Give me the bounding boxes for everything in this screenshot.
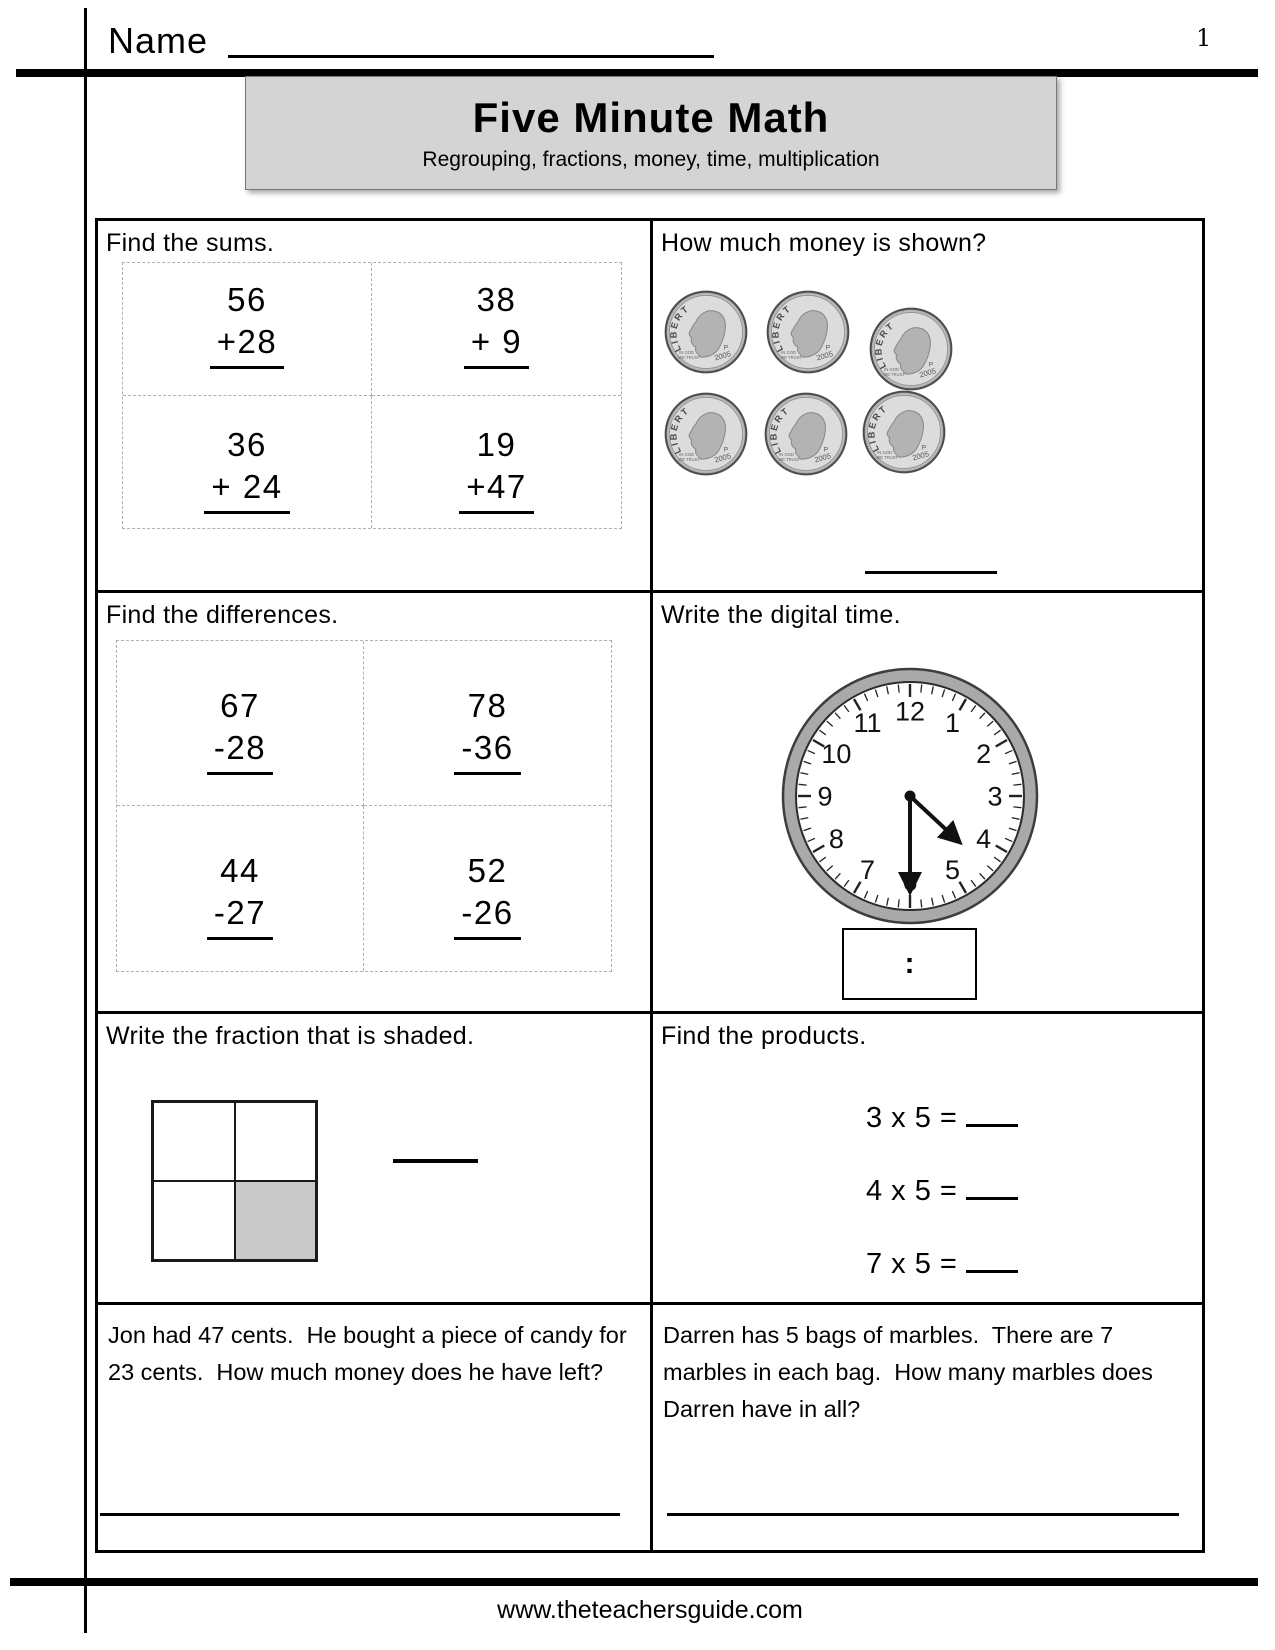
clock-center-dot: [905, 791, 916, 802]
clock-minor-tick: [921, 899, 922, 907]
dime-coin: [862, 390, 946, 474]
sums-label: Find the sums.: [106, 229, 275, 257]
product-expression: 7 x 5 =: [866, 1248, 958, 1280]
subtrahend: -28: [207, 727, 273, 775]
fraction-grid: [151, 1100, 318, 1262]
minuend: 78: [467, 687, 508, 724]
sum-problem: [372, 263, 621, 396]
word-problem-2-answer-line: [667, 1513, 1179, 1516]
title-box: [245, 76, 1057, 190]
difference-problem: [364, 806, 611, 971]
clock-number: 3: [987, 781, 1003, 812]
word-problem-1: [98, 1305, 650, 1550]
dime-coin: [764, 392, 848, 476]
addend-bottom: + 9: [464, 321, 529, 369]
product-answer-blank: [966, 1244, 1018, 1273]
analog-clock: [780, 666, 1040, 926]
time-label: Write the digital time.: [661, 601, 901, 629]
minuend: 67: [220, 687, 260, 724]
sum-problem: [123, 396, 372, 529]
minuend: 52: [467, 852, 508, 889]
left-margin-rule: [84, 8, 87, 1633]
section-money: [653, 221, 1202, 590]
clock-number: 12: [894, 696, 926, 727]
dime-coin: [869, 307, 953, 391]
product-answer-blank: [966, 1171, 1018, 1200]
subtrahend: -26: [454, 892, 520, 940]
digital-time-colon: :: [904, 947, 915, 980]
differences-label: Find the differences.: [106, 601, 339, 629]
section-time: [653, 593, 1202, 1011]
worksheet-title: Five Minute Math: [472, 94, 830, 141]
clock-minor-tick: [1013, 807, 1021, 808]
addend-top: 36: [227, 425, 267, 463]
addend-bottom: +28: [210, 321, 284, 369]
product-problem: [866, 1098, 1018, 1135]
fraction-answer-line: [393, 1159, 478, 1163]
bottom-rule: [10, 1578, 1258, 1586]
clock-number: 9: [817, 781, 833, 812]
word-problem-2-text: Darren has 5 bags of marbles. There are 7 marbles in each bag. How many marbles does Darren have in all?: [663, 1322, 1160, 1422]
product-expression: 4 x 5 =: [866, 1175, 958, 1207]
addend-top: 19: [476, 425, 517, 463]
fraction-cell-shaded: [235, 1181, 317, 1260]
clock-minor-tick: [898, 685, 899, 693]
digital-time-box: [842, 928, 977, 1000]
clock-number: 4: [976, 823, 992, 854]
sum-problem: [123, 263, 372, 396]
clock-minor-tick: [799, 784, 807, 785]
word-problem-1-answer-line: [100, 1513, 620, 1516]
section-differences: [98, 593, 650, 1011]
clock-number: 8: [828, 823, 844, 854]
section-sums: [98, 221, 650, 590]
differences-grid: [116, 640, 612, 972]
worksheet-table: [95, 218, 1205, 1553]
product-answer-blank: [966, 1098, 1018, 1127]
difference-problem: [364, 641, 611, 806]
products-label: Find the products.: [661, 1022, 867, 1050]
dime-coin: [664, 392, 748, 476]
word-problem-2: [653, 1305, 1202, 1550]
clock-number: 10: [821, 738, 852, 769]
product-expression: 3 x 5 =: [866, 1102, 958, 1134]
subtrahend: -27: [207, 892, 273, 940]
difference-problem: [117, 806, 364, 971]
sum-problem: [372, 396, 621, 529]
fraction-cell: [235, 1102, 317, 1181]
page-number: 1: [1196, 24, 1212, 52]
word-problem-1-text: Jon had 47 cents. He bought a piece of candy for 23 cents. How much money does he have left?: [108, 1322, 634, 1385]
clock-minor-tick: [898, 899, 899, 907]
sums-grid: [122, 262, 622, 529]
section-products: [653, 1014, 1202, 1302]
addend-top: 38: [476, 281, 517, 318]
clock-number: 7: [859, 855, 876, 886]
section-fraction: [98, 1014, 650, 1302]
dime-coin: [664, 290, 748, 374]
clock-number: 6: [902, 866, 918, 897]
addend-bottom: + 24: [204, 466, 289, 514]
footer-url: www.theteachersguide.com: [497, 1596, 803, 1624]
money-label: How much money is shown?: [661, 229, 987, 257]
name-blank-line: [228, 55, 714, 58]
clock-number: 5: [944, 855, 961, 886]
clock-minor-tick: [799, 807, 807, 808]
subtrahend: -36: [454, 727, 520, 775]
name-label: Name: [108, 20, 209, 61]
difference-problem: [117, 641, 364, 806]
clock-minor-tick: [921, 685, 922, 693]
clock-number: 1: [944, 707, 961, 738]
addend-top: 56: [227, 281, 267, 318]
product-problem: [866, 1244, 1018, 1281]
worksheet-subtitle: Regrouping, fractions, money, time, multiplication: [422, 148, 880, 171]
addend-bottom: +47: [459, 466, 533, 514]
fraction-cell: [153, 1102, 235, 1181]
product-problem: [866, 1171, 1018, 1208]
fraction-label: Write the fraction that is shaded.: [106, 1022, 475, 1050]
money-answer-line: [865, 571, 997, 574]
minuend: 44: [220, 852, 260, 889]
clock-minor-tick: [1013, 784, 1021, 785]
fraction-cell: [153, 1181, 235, 1260]
clock-number: 2: [976, 738, 992, 769]
clock-number: 11: [853, 707, 882, 738]
dime-coin: [766, 290, 850, 374]
